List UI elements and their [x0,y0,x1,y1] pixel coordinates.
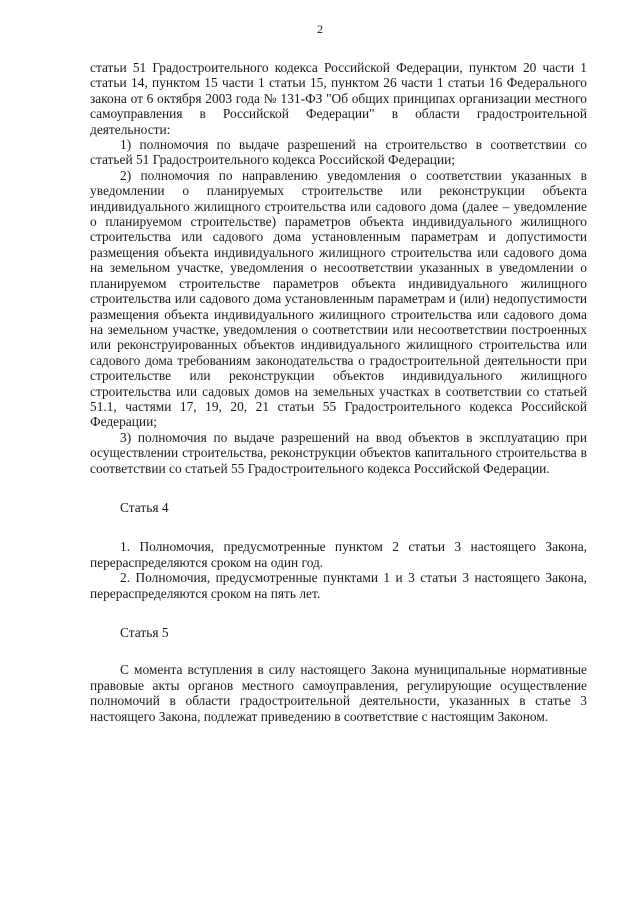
article-5-title: Статья 5 [120,625,169,640]
paragraph-item-3: 3) полномочия по выдаче разрешений на ввод объектов в эксплуатацию при осуществлении строительства, реконструкции объектов капитального строительства в соответствии со статьей 55 Градостроительного кодекса Российской Федерации. [90,429,587,476]
article-4-paragraph-1: 1. Полномочия, предусмотренные пунктом 2 статьи 3 настоящего Закона, перераспределяются сроком на один год. [90,539,587,570]
paragraph-item-2: 2) полномочия по направлению уведомления о соответствии указанных в уведомлении о планируемых строительстве или реконструкции объекта индивидуального жилищного строительства или садового дома (далее – уведомление о планируемом строительстве) параметров объекта индивидуального жилищного строительства или садового дома установленным параметрам и допустимости размещения объекта индивидуального жилищного строительства или садового дома на земельном участке, уведомления о несоответствии указанных в уведомлении о планируемом строительстве параметров объекта индивидуального жилищного строительства или садового дома установленным параметрам и (или) недопустимости размещения объекта индивидуального жилищного строительства или садового дома на земельном участке, уведомления о соответствии или несоответствии построенных или реконструированных объектов индивидуального жилищного строительства или садового дома требованиям законодательства о градостроительной деятельности при строительстве или реконструкции объектов индивидуального жилищного строительства или садовых домов на земельных участках в соответствии со статьей 51.1, частями 17, 19, 20, 21 статьи 55 Градостроительного кодекса Российской Федерации; [90,167,587,430]
paragraph-item-1: 1) полномочия по выдаче разрешений на строительство в соответствии со статьей 51 Градостроительного кодекса Российской Федерации; [90,137,587,168]
article-5-paragraph-1: С момента вступления в силу настоящего Закона муниципальные нормативные правовые акты органов местного самоуправления, регулирующие осуществление полномочий в области градостроительной деятельности, указанных в статье 3 настоящего Закона, подлежат приведению в соответствие с настоящим Законом. [90,662,587,724]
article-4-paragraph-2: 2. Полномочия, предусмотренные пунктами 1 и 3 статьи 3 настоящего Закона, перераспределяются сроком на пять лет. [90,570,587,601]
document-body [90,60,587,724]
page-number: 2 [317,22,323,36]
paragraph-intro: статьи 51 Градостроительного кодекса Российской Федерации, пунктом 20 части 1 статьи 14, пунктом 15 части 1 статьи 15, пунктом 26 части 1 статьи 16 Федерального закона от 6 октября 2003 года № 131-ФЗ "Об общих принципах организации местного самоуправления в Российской Федерации" в области градостроительной деятельности: [90,60,587,137]
article-4-title: Статья 4 [120,499,169,515]
